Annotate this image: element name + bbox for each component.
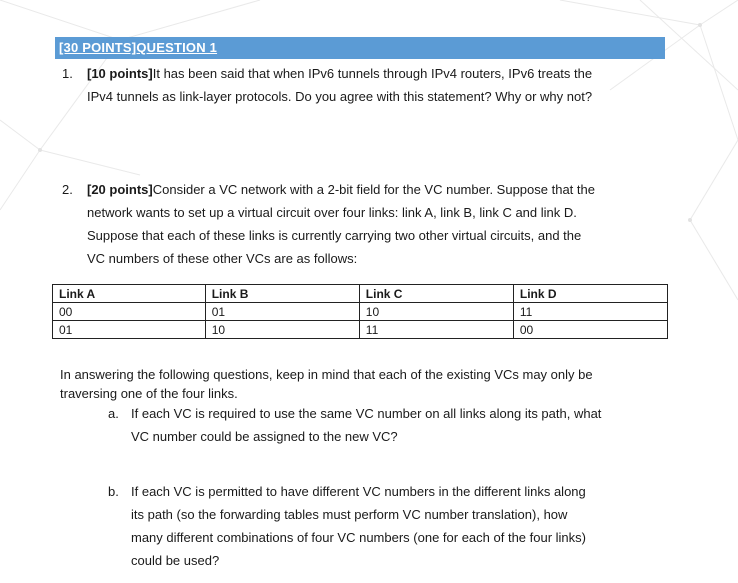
table-cell: 01 xyxy=(205,303,359,321)
column-header-link-c: Link C xyxy=(359,285,513,303)
table-row xyxy=(53,321,668,339)
question-1-points: [10 points] xyxy=(87,66,153,81)
question-1-line-1: It has been said that when IPv6 tunnels through IPv4 routers, IPv6 treats the xyxy=(152,66,593,81)
question-1-number: 1. xyxy=(62,66,73,81)
table-cell: 10 xyxy=(359,303,513,321)
column-header-link-d: Link D xyxy=(513,285,667,303)
part-a-line-1: If each VC is required to use the same VC number on all links along its path, what xyxy=(131,406,602,421)
part-b-line-4: could be used? xyxy=(131,553,220,568)
table-cell: 00 xyxy=(53,303,206,321)
part-a-label: a. xyxy=(108,406,119,421)
question-header-bar xyxy=(55,37,665,59)
question-2-line-2: network wants to set up a virtual circuit over four links: link A, link B, link C and link D. xyxy=(87,205,577,220)
table-cell: 11 xyxy=(513,303,667,321)
instructions-line-2: traversing one of the four links. xyxy=(60,386,238,401)
part-a-line-2: VC number could be assigned to the new VC? xyxy=(131,429,398,444)
table-row xyxy=(53,303,668,321)
question-1-line-2: IPv4 tunnels as link-layer protocols. Do you agree with this statement? Why or why not? xyxy=(87,89,593,104)
part-b-line-2: its path (so the forwarding tables must perform VC number translation), how xyxy=(131,507,568,522)
table-cell: 00 xyxy=(513,321,667,339)
table-cell: 01 xyxy=(53,321,206,339)
column-header-link-a: Link A xyxy=(53,285,206,303)
question-2-line-4: VC numbers of these other VCs are as follows: xyxy=(87,251,358,266)
part-b-line-1: If each VC is permitted to have different VC numbers in the different links along xyxy=(131,484,586,499)
instructions-line-1: In answering the following questions, keep in mind that each of the existing VCs may only be xyxy=(60,367,593,382)
part-b-line-3: many different combinations of four VC numbers (one for each of the four links) xyxy=(131,530,586,545)
part-b-label: b. xyxy=(108,484,119,499)
question-2-points: [20 points] xyxy=(87,182,153,197)
table-header-row xyxy=(53,285,668,303)
vc-number-table xyxy=(52,284,668,339)
question-2-line-3: Suppose that each of these links is currently carrying two other virtual circuits, and the xyxy=(87,228,582,243)
table-cell: 11 xyxy=(359,321,513,339)
column-header-link-b: Link B xyxy=(205,285,359,303)
table-cell: 10 xyxy=(205,321,359,339)
instructions-paragraph xyxy=(60,365,593,403)
question-2-number: 2. xyxy=(62,182,73,197)
question-title: [30 POINTS]QUESTION 1 xyxy=(59,40,218,55)
question-2-line-1: Consider a VC network with a 2-bit field for the VC number. Suppose that the xyxy=(152,182,595,197)
